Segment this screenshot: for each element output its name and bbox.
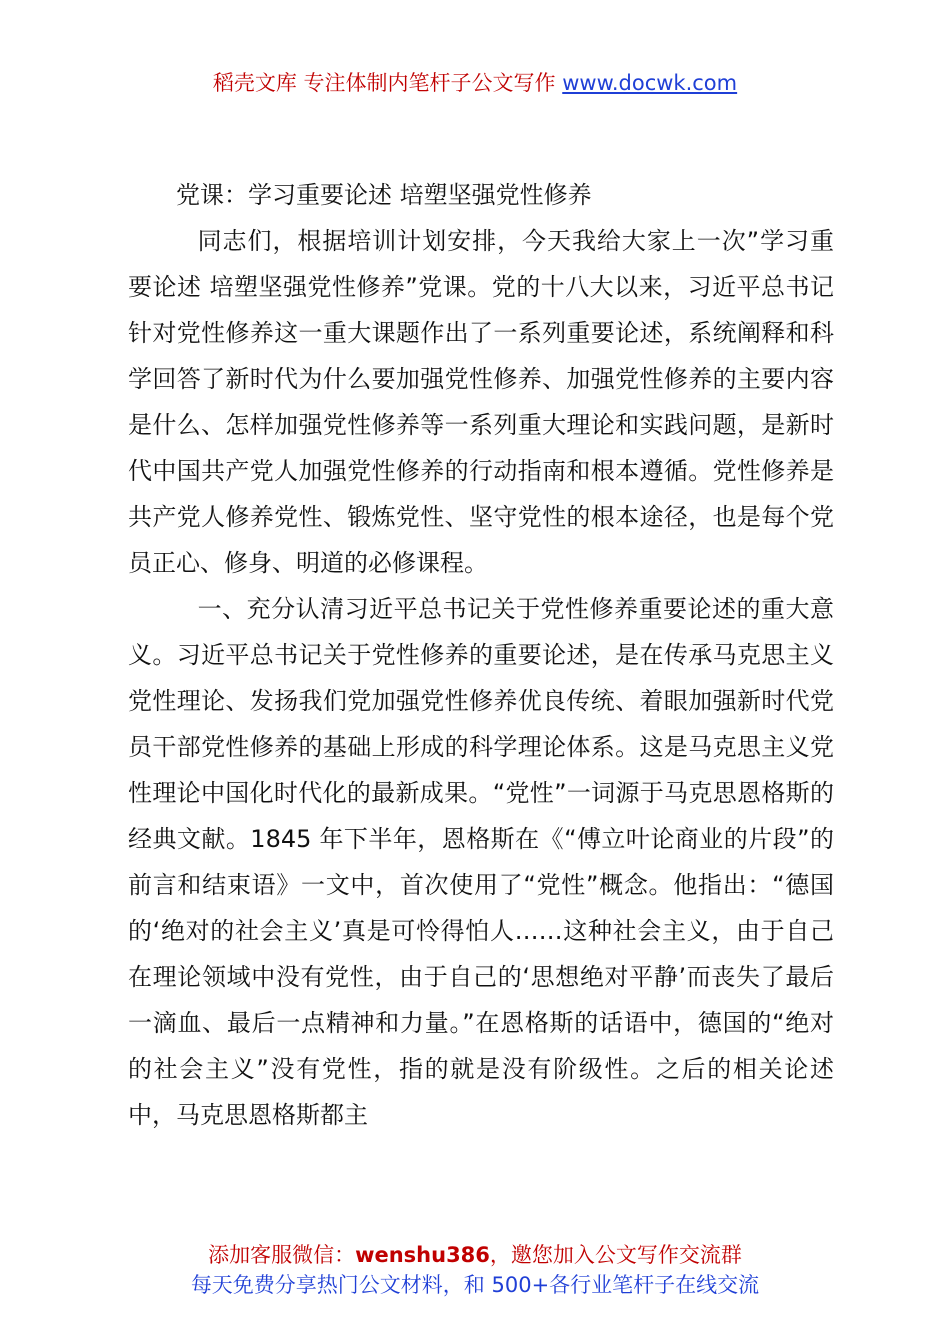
footer-promo-line: 每天免费分享热门公文材料，和 500+各行业笔杆子在线交流	[190, 1273, 760, 1297]
footer-contact-prefix: 添加客服微信：	[208, 1243, 356, 1267]
document-body	[128, 172, 834, 1138]
paragraph-section-one: 一、充分认清习近平总书记关于党性修养重要论述的重大意义。习近平总书记关于党性修养的重要论述，是在传承马克思主义党性理论、发扬我们党加强党性修养优良传统、着眼加强新时代党员干部党性修养的基础上形成的科学理论体系。这是马克思主义党性理论中国化时代化的最新成果。“党性”一词源于马克思恩格斯的经典文献。1845 年下半年，恩格斯在《“傅立叶论商业的片段”的前言和结束语》一文中，首次使用了“党性”概念。他指出：“德国的‘绝对的社会主义’真是可怜得怕人……这种社会主义，由于自己在理论领域中没有党性，由于自己的‘思想绝对平静’而丧失了最后一滴血、最后一点精神和力量。”在恩格斯的话语中，德国的“绝对的社会主义”没有党性，指的就是没有阶级性。之后的相关论述中，马克思恩格斯都主	[128, 595, 834, 1129]
header-brand-text: 稻壳文库 专注体制内笔杆子公文写作	[212, 71, 556, 95]
footer-contact-suffix: ，邀您加入公文写作交流群	[489, 1243, 742, 1267]
footer-contact-line	[0, 1240, 950, 1270]
page-footer	[0, 1240, 950, 1300]
document-title: 党课：学习重要论述 培塑坚强党性修养	[176, 181, 592, 209]
header-website-link[interactable]: www.docwk.com	[562, 71, 738, 95]
footer-wechat-id: wenshu386	[355, 1243, 490, 1267]
page-header	[0, 66, 950, 100]
paragraph-intro: 同志们，根据培训计划安排，今天我给大家上一次”学习重要论述 培塑坚强党性修养”党课。党的十八大以来，习近平总书记针对党性修养这一重大课题作出了一系列重要论述，系统阐释和科学回答了新时代为什么要加强党性修养、加强党性修养的主要内容是什么、怎样加强党性修养等一系列重大理论和实践问题，是新时代中国共产党人加强党性修养的行动指南和根本遵循。党性修养是共产党人修养党性、锻炼党性、坚守党性的根本途径，也是每个党员正心、修身、明道的必修课程。	[128, 227, 834, 577]
